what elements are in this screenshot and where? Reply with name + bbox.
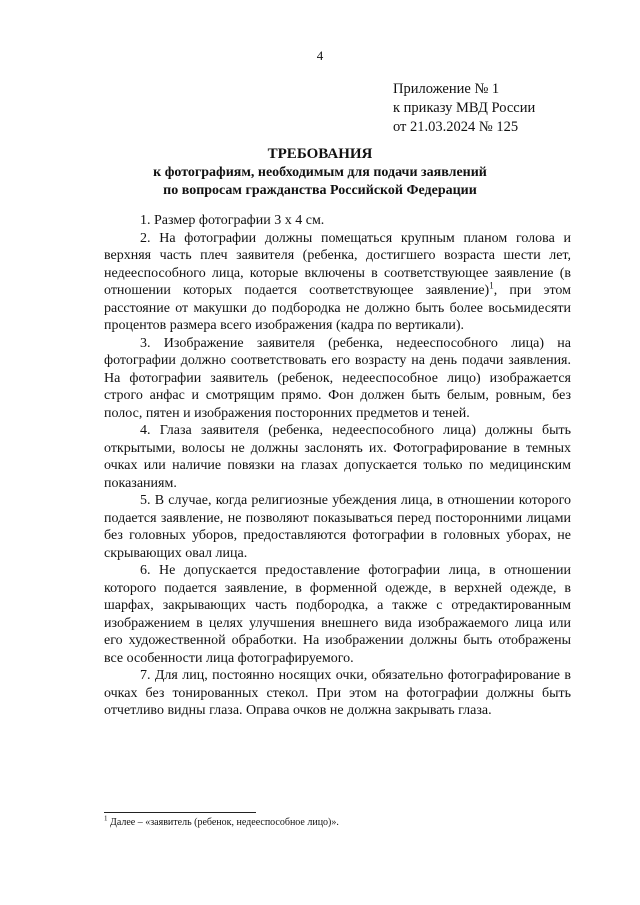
paragraph-7: 7. Для лиц, постоянно носящих очки, обязательно фотографирование в очках без тонированных стекол. При этом на фотографии должны быть отчетливо видны глаза. Оправа очков не должна закрывать глаза. <box>104 668 571 718</box>
paragraph-5: 5. В случае, когда религиозные убеждения лица, в отношении которого подается заявление, не позволяют показываться перед посторонними лицами без головных уборов, предоставляются фотографии в головных уборах, не скрывающих овал лица. <box>104 493 571 561</box>
paragraph-2 <box>104 230 571 335</box>
appendix-line-3: от 21.03.2024 № 125 <box>393 119 519 135</box>
footnote-reference: 1 <box>489 280 494 291</box>
footnote <box>104 814 339 829</box>
footnote-mark: 1 <box>104 814 108 823</box>
subtitle-line-2: по вопросам гражданства Российской Федерации <box>163 183 477 198</box>
paragraph-2-text-b: , при этом расстояние от макушки до подбородка не должно быть более восьмидесяти процентов размера всего изображения (кадра по вертикали). <box>104 283 571 333</box>
subtitle-line-1: к фотографиям, необходимым для подачи заявлений <box>153 165 487 180</box>
footnote-text: Далее – «заявитель (ребенок, недееспособное лицо)». <box>107 817 339 828</box>
paragraph-1: 1. Размер фотографии 3 х 4 см. <box>140 213 325 228</box>
document-subtitle <box>0 164 640 200</box>
paragraph-6: 6. Не допускается предоставление фотографии лица, в отношении которого подается заявление, в форменной одежде, в верхней одежде, в шарфах, закрывающих часть подбородка, а также с отредактированным изображением в целях улучшения внешнего вида изображаемого лица или его художественной обработки. На изображении должны быть отображены все особенности лица фотографируемого. <box>104 563 571 666</box>
footnote-separator <box>104 812 256 813</box>
appendix-line-1: Приложение № 1 <box>393 81 500 97</box>
document-title: ТРЕБОВАНИЯ <box>267 146 373 162</box>
requirements-body <box>104 212 571 720</box>
paragraph-3: 3. Изображение заявителя (ребенка, недееспособного лица) на фотографии должно соответствовать его возрасту на день подачи заявления. На фотографии заявитель (ребенок, недееспособное лицо) изображается строго анфас и смотрящим прямо. Фон должен быть белым, ровным, без полос, пятен и изображения посторонних предметов и теней. <box>104 335 571 421</box>
appendix-line-2: к приказу МВД России <box>393 100 536 116</box>
appendix-header <box>393 80 535 137</box>
page-number: 4 <box>316 48 324 63</box>
paragraph-4: 4. Глаза заявителя (ребенка, недееспособного лица) должны быть открытыми, волосы не должны заслонять их. Фотографирование в темных очках или наличие повязки на глазах допускается только по медицинским показаниям. <box>104 423 571 491</box>
paragraph-2-text-a: 2. На фотографии должны помещаться крупным планом голова и верхняя часть плеч заявителя (ребенка, достигшего возраста шести лет, недееспособного лица, которые включены в соответствующее заявление (в отношении которых подается соответствующее заявление) <box>104 230 571 298</box>
